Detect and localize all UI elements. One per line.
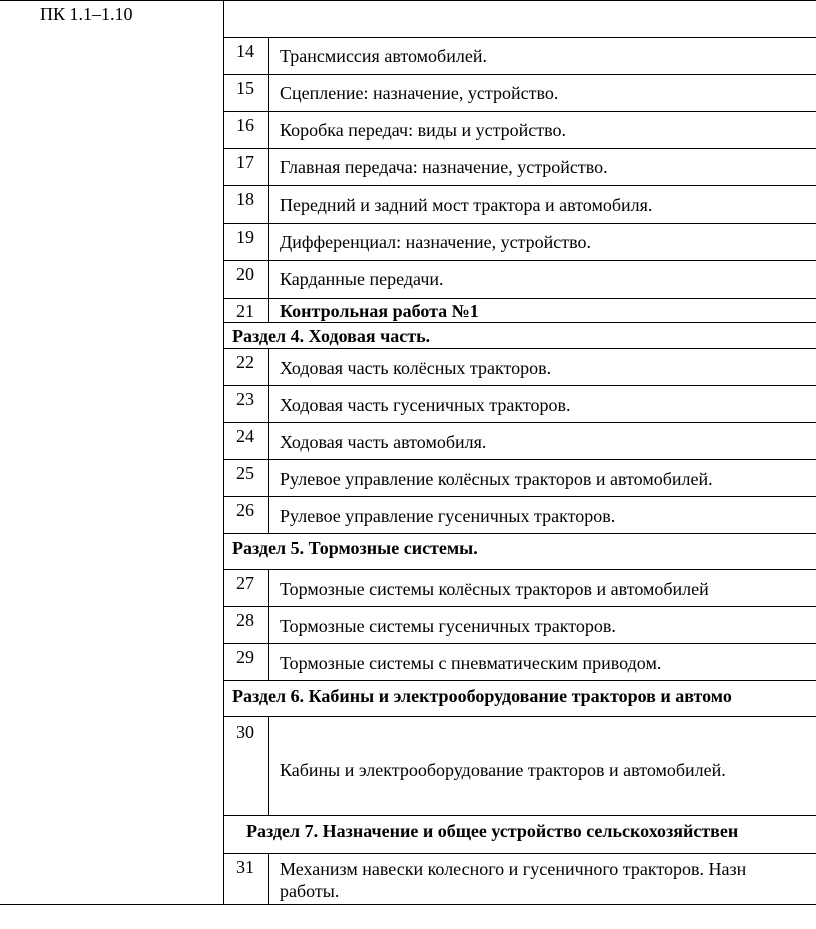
- row-topic: Карданные передачи.: [280, 269, 444, 289]
- row-topic: Кабины и электрооборудование тракторов и автомобилей.: [280, 760, 726, 780]
- row-line: [223, 111, 816, 112]
- row-number: 29: [236, 647, 254, 667]
- row-topic: Дифференциал: назначение, устройство.: [280, 232, 592, 252]
- row-topic: Сцепление: назначение, устройство.: [280, 83, 559, 103]
- row-topic: Ходовая часть автомобиля.: [280, 432, 487, 452]
- row-line: [223, 716, 816, 717]
- row-number: 24: [236, 426, 254, 446]
- row-line: [223, 606, 816, 607]
- row-number: 30: [236, 722, 254, 742]
- row-topic: Главная передача: назначение, устройство.: [280, 157, 608, 177]
- row-number: 26: [236, 500, 254, 520]
- row-number: 20: [236, 264, 254, 284]
- row-line: [223, 298, 816, 299]
- row-line: [223, 815, 816, 816]
- row-topic: Контрольная работа №1: [280, 301, 479, 321]
- row-line: [223, 569, 816, 570]
- row-number: 21: [236, 301, 254, 321]
- row-line: [223, 385, 816, 386]
- row-line: [223, 322, 816, 323]
- row-topic: Ходовая часть колёсных тракторов.: [280, 358, 552, 378]
- row-topic: Ходовая часть гусеничных тракторов.: [280, 395, 571, 415]
- row-topic: Трансмиссия автомобилей.: [280, 46, 487, 66]
- row-number: 17: [236, 152, 254, 172]
- section-heading: Раздел 5. Тормозные системы.: [232, 538, 478, 558]
- column-divider-main: [223, 0, 224, 905]
- row-topic: Коробка передач: виды и устройство.: [280, 120, 567, 140]
- row-line: [223, 37, 816, 38]
- row-line: [223, 533, 816, 534]
- number-column-divider: [268, 716, 269, 815]
- row-line: [223, 260, 816, 261]
- table-top-border: [0, 0, 816, 1]
- row-line: [223, 680, 816, 681]
- row-number: 23: [236, 389, 254, 409]
- competency-code: ПК 1.1–1.10: [40, 4, 133, 24]
- row-topic: Механизм навески колесного и гусеничного тракторов. Назн: [280, 859, 747, 879]
- number-column-divider: [268, 569, 269, 680]
- row-number: 15: [236, 78, 254, 98]
- section-heading: Раздел 4. Ходовая часть.: [232, 326, 431, 346]
- row-line: [223, 223, 816, 224]
- row-number: 16: [236, 115, 254, 135]
- section-heading: Раздел 7. Назначение и общее устройство сельскохозяйствен: [246, 821, 739, 841]
- row-topic: Тормозные системы с пневматическим приводом.: [280, 653, 662, 673]
- row-number: 31: [236, 857, 254, 877]
- row-number: 25: [236, 463, 254, 483]
- row-line: [223, 185, 816, 186]
- row-number: 18: [236, 189, 254, 209]
- row-line: [223, 422, 816, 423]
- row-topic-continuation: работы.: [280, 881, 340, 901]
- row-number: 28: [236, 610, 254, 630]
- number-column-divider: [268, 853, 269, 905]
- row-number: 19: [236, 227, 254, 247]
- row-topic: Рулевое управление гусеничных тракторов.: [280, 506, 616, 526]
- number-column-divider: [268, 348, 269, 533]
- row-line: [223, 853, 816, 854]
- row-topic: Передний и задний мост трактора и автомобиля.: [280, 195, 653, 215]
- row-line: [223, 459, 816, 460]
- row-number: 22: [236, 352, 254, 372]
- row-line: [223, 348, 816, 349]
- row-topic: Рулевое управление колёсных тракторов и автомобилей.: [280, 469, 713, 489]
- section-heading: Раздел 6. Кабины и электрооборудование тракторов и автомо: [232, 686, 732, 706]
- row-topic: Тормозные системы колёсных тракторов и автомобилей: [280, 579, 709, 599]
- row-number: 14: [236, 41, 254, 61]
- row-line: [223, 496, 816, 497]
- number-column-divider: [268, 37, 269, 323]
- row-line: [223, 643, 816, 644]
- row-number: 27: [236, 573, 254, 593]
- table-bottom-border: [0, 904, 816, 905]
- row-line: [223, 148, 816, 149]
- row-line: [223, 74, 816, 75]
- row-topic: Тормозные системы гусеничных тракторов.: [280, 616, 616, 636]
